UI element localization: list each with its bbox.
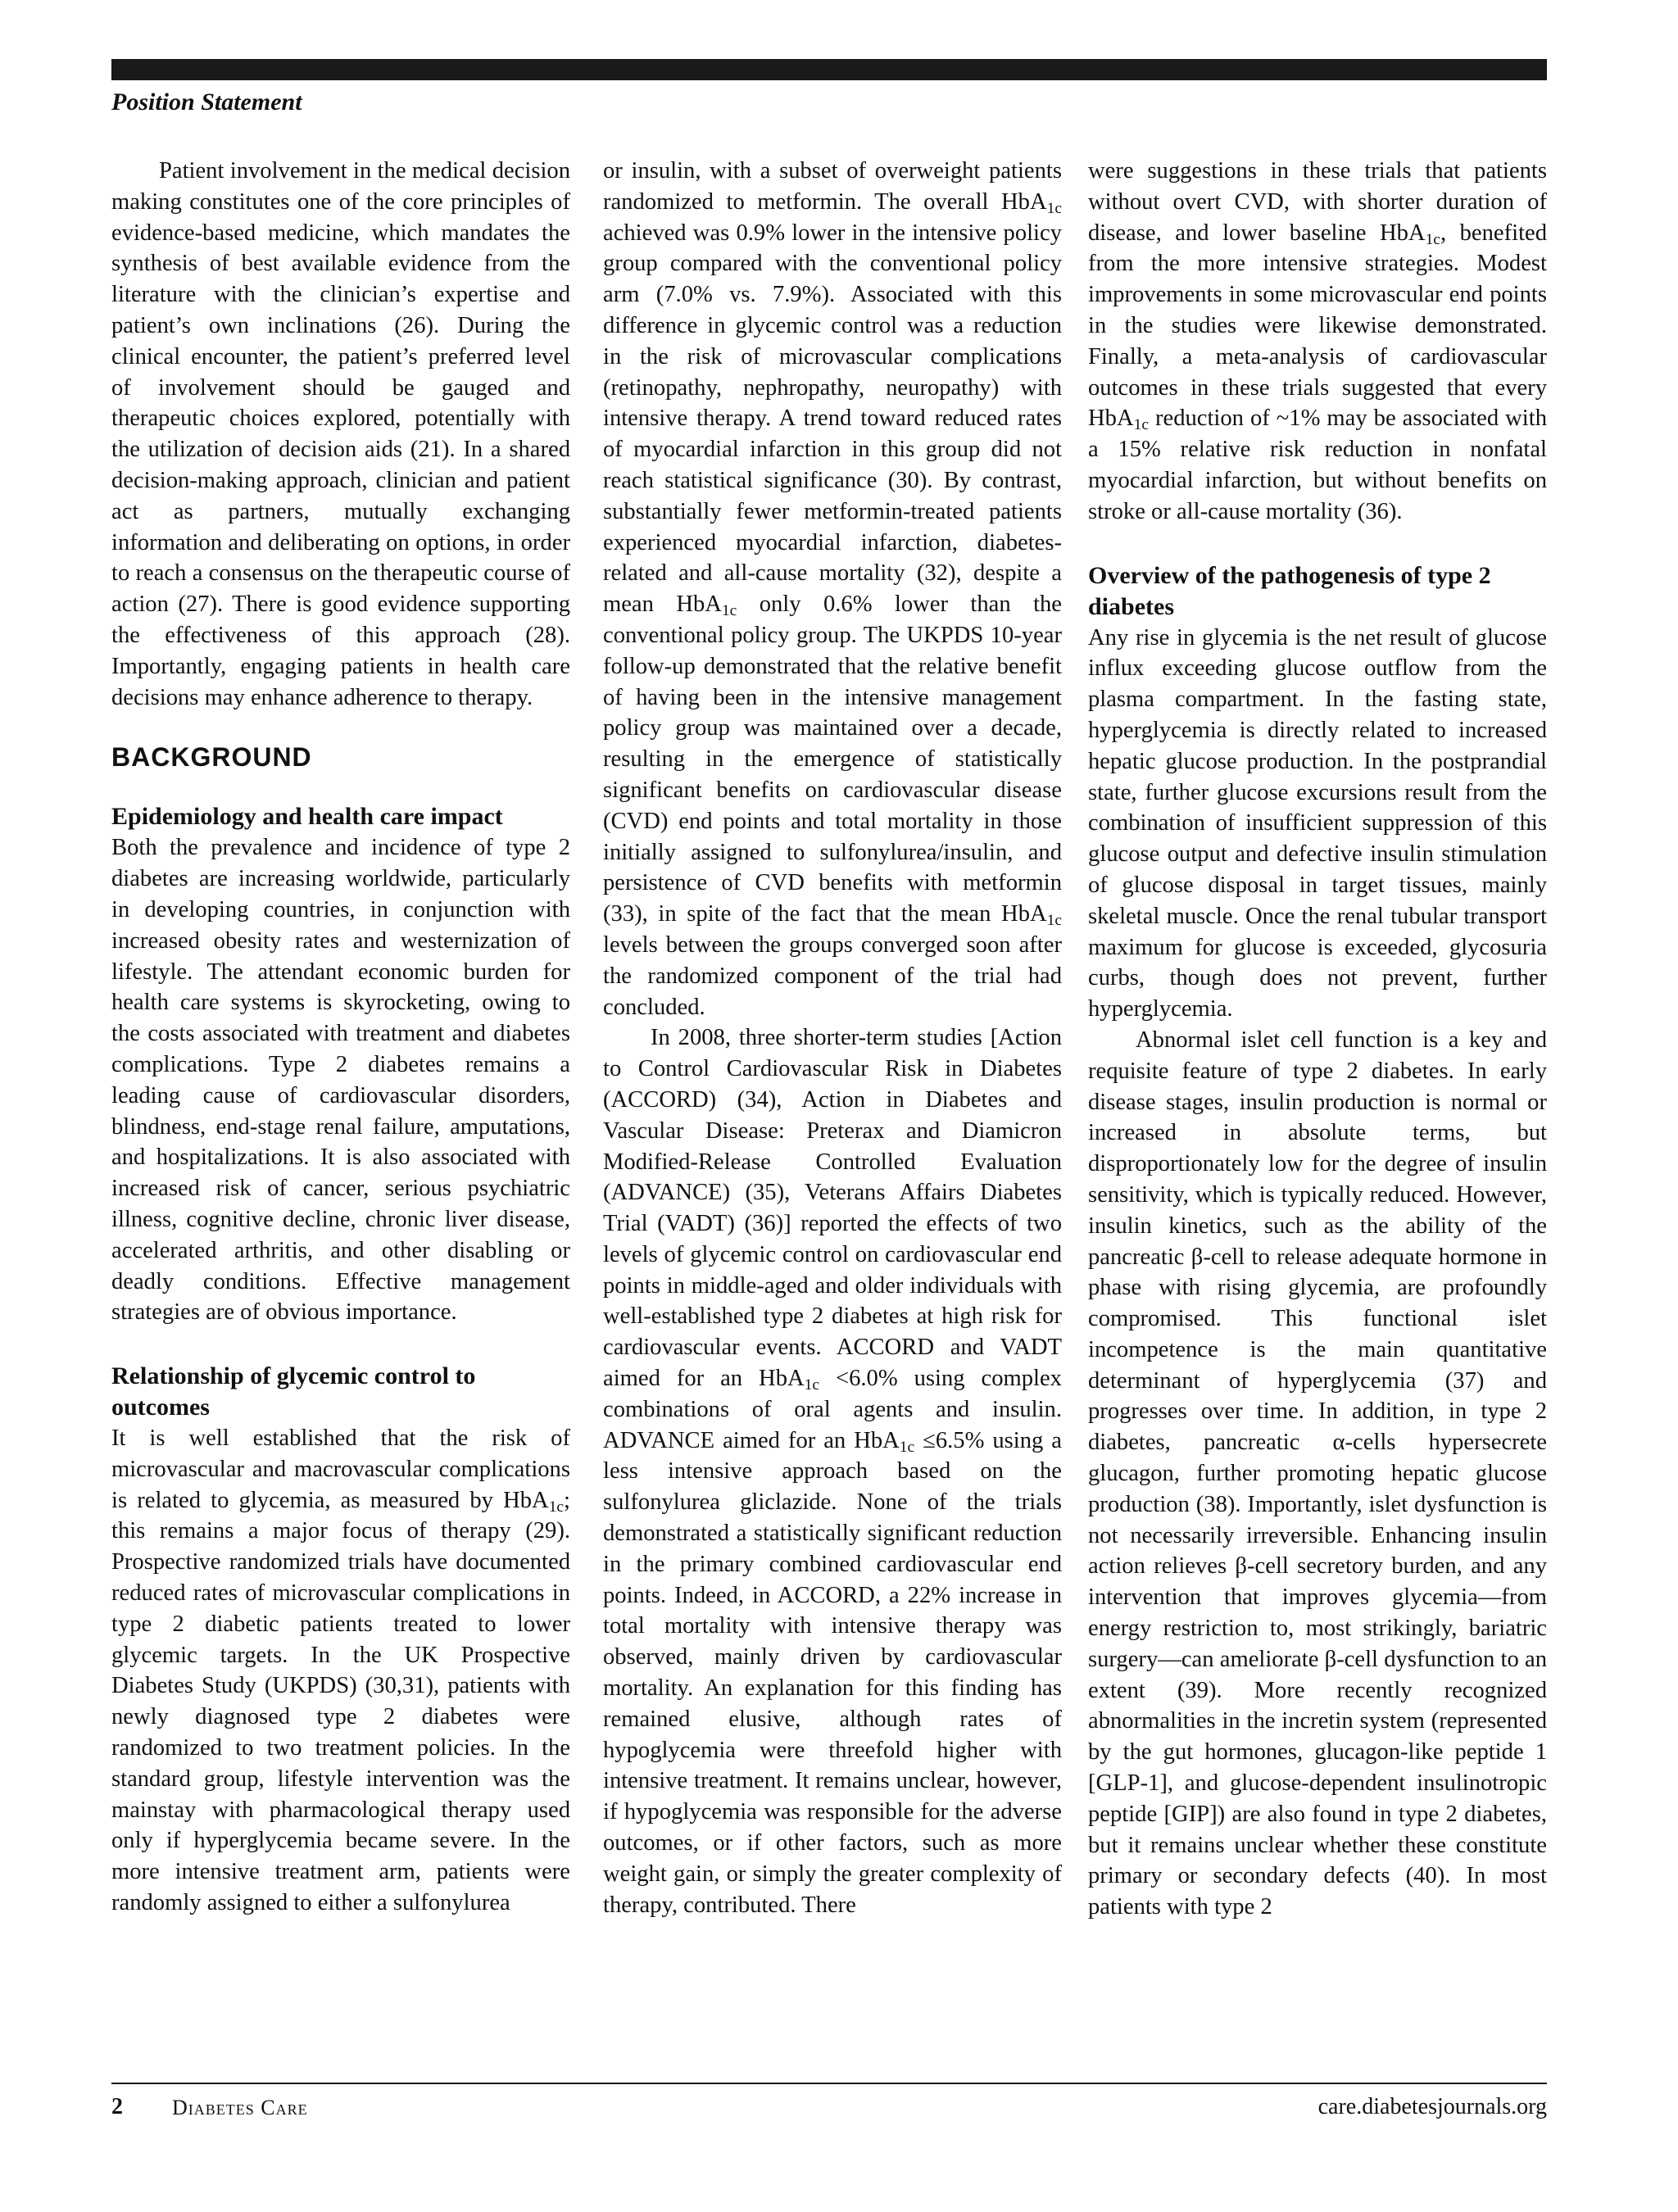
subsection-heading-pathogenesis: Overview of the pathogenesis of type 2 diabetes (1088, 561, 1491, 620)
paragraph: Patient involvement in the medical decision making constitutes one of the core principles of evidence-based medicine, which mandates the synthesis of best available evidence from the literature with the clinician’s expertise and patient’s own inclinations (26). During the clinical encounter, the patient’s preferred level of involvement should be gauged and therapeutic choices explored, potentially with the utilization of decision aids (21). In a shared decision-making approach, clinician and patient act as partners, mutually exchanging information and deliberating on options, in order to reach a consensus on the therapeutic course of action (27). There is good evidence supporting the effectiveness of this approach (28). Importantly, engaging patients in health care decisions may enhance adherence to therapy. (111, 158, 570, 710)
footer-rule (111, 2083, 1547, 2084)
journal-name: Diabetes Care (172, 2096, 308, 2119)
journal-url[interactable]: care.diabetesjournals.org (1317, 2094, 1547, 2119)
paragraph: were suggestions in these trials that patients without overt CVD, with shorter duration of disease, and lower baseline HbA$_{1c}$, benefited from the more intensive strategies. Modest improvements in some microvascular end points in the studies were likewise demonstrated. Finally, a meta-analysis of cardiovascular outcomes in these trials suggested that every HbA$_{1c}$ reduction of ~1% may be associated with a 15% relative risk reduction in nonfatal myocardial infarction, but without benefits on stroke or all-cause mortality (36). (1088, 158, 1547, 524)
paragraph: or insulin, with a subset of overweight patients randomized to metformin. The overall HbA$_{1c}$ achieved was 0.9% lower in the intensive policy group compared with the conventional policy arm (7.0% vs. 7.9%). Associated with this difference in glycemic control was a reduction in the risk of microvascular complications (retinopathy, nephropathy, neuropathy) with intensive therapy. A trend toward reduced rates of myocardial infarction in this group did not reach statistical significance (30). By contrast, substantially fewer metformin-treated patients experienced myocardial infarction, diabetes-related and all-cause mortality (32), despite a mean HbA$_{1c}$ only 0.6% lower than the conventional policy group. The UKPDS 10-year follow-up demonstrated that the relative benefit of having been in the intensive management policy group was maintained over a decade, resulting in the emergence of statistically significant benefits on cardiovascular disease (CVD) end points and total mortality in those initially assigned to sulfonylurea/insulin, and persistence of CVD benefits with metformin (33), in spite of the fact that the mean HbA$_{1c}$ levels between the groups converged soon after the randomized component of the trial had concluded. (603, 158, 1062, 1020)
section-heading-background: BACKGROUND (111, 742, 312, 773)
subsection-heading-epidemiology: Epidemiology and health care impact (111, 803, 503, 831)
column-2 (603, 156, 1062, 2025)
paragraph: Both the prevalence and incidence of type 2 diabetes are increasing worldwide, particularly in developing countries, in conjunction with increased obesity rates and westernization of lifestyle. The attendant economic burden for health care systems is skyrocketing, owing to the costs associated with treatment and diabetes complications. Type 2 diabetes remains a leading cause of cardiovascular disorders, blindness, end-stage renal failure, amputations, and hospitalizations. It is also associated with increased risk of cancer, serious psychiatric illness, cognitive decline, chronic liver disease, accelerated arthritis, and other disabling or deadly conditions. Effective management strategies are of obvious importance. (111, 835, 570, 1326)
subsection-heading-glycemic-control: Relationship of glycemic control to outcomes (111, 1362, 476, 1421)
paragraph: Any rise in glycemia is the net result of glucose influx exceeding glucose outflow from the plasma compartment. In the fasting state, hyperglycemia is directly related to increased hepatic glucose production. In the postprandial state, further glucose excursions result from the combination of insufficient suppression of this glucose output and defective insulin stimulation of glucose disposal in target tissues, mainly skeletal muscle. Once the renal tubular transport maximum for glucose is exceeded, glycosuria curbs, though does not prevent, further hyperglycemia. (1088, 624, 1547, 1022)
article-body (111, 156, 1547, 2025)
paragraph: It is well established that the risk of microvascular and macrovascular complications is related to glycemia, as measured by HbA$_{1c}$; this remains a major focus of therapy (29). Prospective randomized trials have documented reduced rates of microvascular complications in type 2 diabetic patients treated to lower glycemic targets. In the UK Prospective Diabetes Study (UKPDS) (30,31), patients with newly diagnosed type 2 diabetes were randomized to two treatment policies. In the standard group, lifestyle intervention was the mainstay with pharmacological therapy used only if hyperglycemia became severe. In the more intensive treatment arm, patients were randomly assigned to either a sulfonylurea (111, 1426, 570, 1916)
page-number: 2 (111, 2094, 123, 2119)
header-bar (111, 59, 1547, 80)
section-label: Position Statement (111, 88, 302, 116)
column-1 (111, 156, 570, 2025)
column-3 (1088, 156, 1547, 2025)
paragraph: In 2008, three shorter-term studies [Action to Control Cardiovascular Risk in Diabetes (ACCORD) (34), Action in Diabetes and Vascular Disease: Preterax and Diamicron Modified-Release Controlled Evaluation (ADVANCE) (35), Veterans Affairs Diabetes Trial (VADT) (36)] reported the effects of two levels of glycemic control on cardiovascular end points in middle-aged and older individuals with well-established type 2 diabetes at high risk for cardiovascular events. ACCORD and VADT aimed for an HbA$_{1c}$ <6.0% using complex combinations of oral agents and insulin. ADVANCE aimed for an HbA$_{1c}$ ≤6.5% using a less intensive approach based on the sulfonylurea gliclazide. None of the trials demonstrated a statistically significant reduction in the primary combined cardiovascular end points. Indeed, in ACCORD, a 22% increase in total mortality with intensive therapy was observed, mainly driven by cardiovascular mortality. An explanation for this finding has remained elusive, although rates of hypoglycemia were threefold higher with intensive treatment. It remains unclear, however, if hypoglycemia was responsible for the adverse outcomes, or if other factors, such as more weight gain, or simply the greater complexity of therapy, contributed. There (603, 1025, 1062, 1918)
paragraph: Abnormal islet cell function is a key and requisite feature of type 2 diabetes. In early disease stages, insulin production is normal or increased in absolute terms, but disproportionately low for the degree of insulin sensitivity, which is typically reduced. However, insulin kinetics, such as the ability of the pancreatic β-cell to release adequate hormone in phase with rising glycemia, are profoundly compromised. This functional islet incompetence is the main quantitative determinant of hyperglycemia (37) and progresses over time. In addition, in type 2 diabetes, pancreatic α-cells hypersecrete glucagon, further promoting hepatic glucose production (38). Importantly, islet dysfunction is not necessarily irreversible. Enhancing insulin action relieves β-cell secretory burden, and any intervention that improves glycemia—from energy restriction to, most strikingly, bariatric surgery—can ameliorate β-cell dysfunction to an extent (39). More recently recognized abnormalities in the incretin system (represented by the gut hormones, glucagon-like peptide 1 [GLP-1], and glucose-dependent insulinotropic peptide [GIP]) are also found in type 2 diabetes, but it remains unclear whether these constitute primary or secondary defects (40). In most patients with type 2 (1088, 1027, 1547, 1920)
